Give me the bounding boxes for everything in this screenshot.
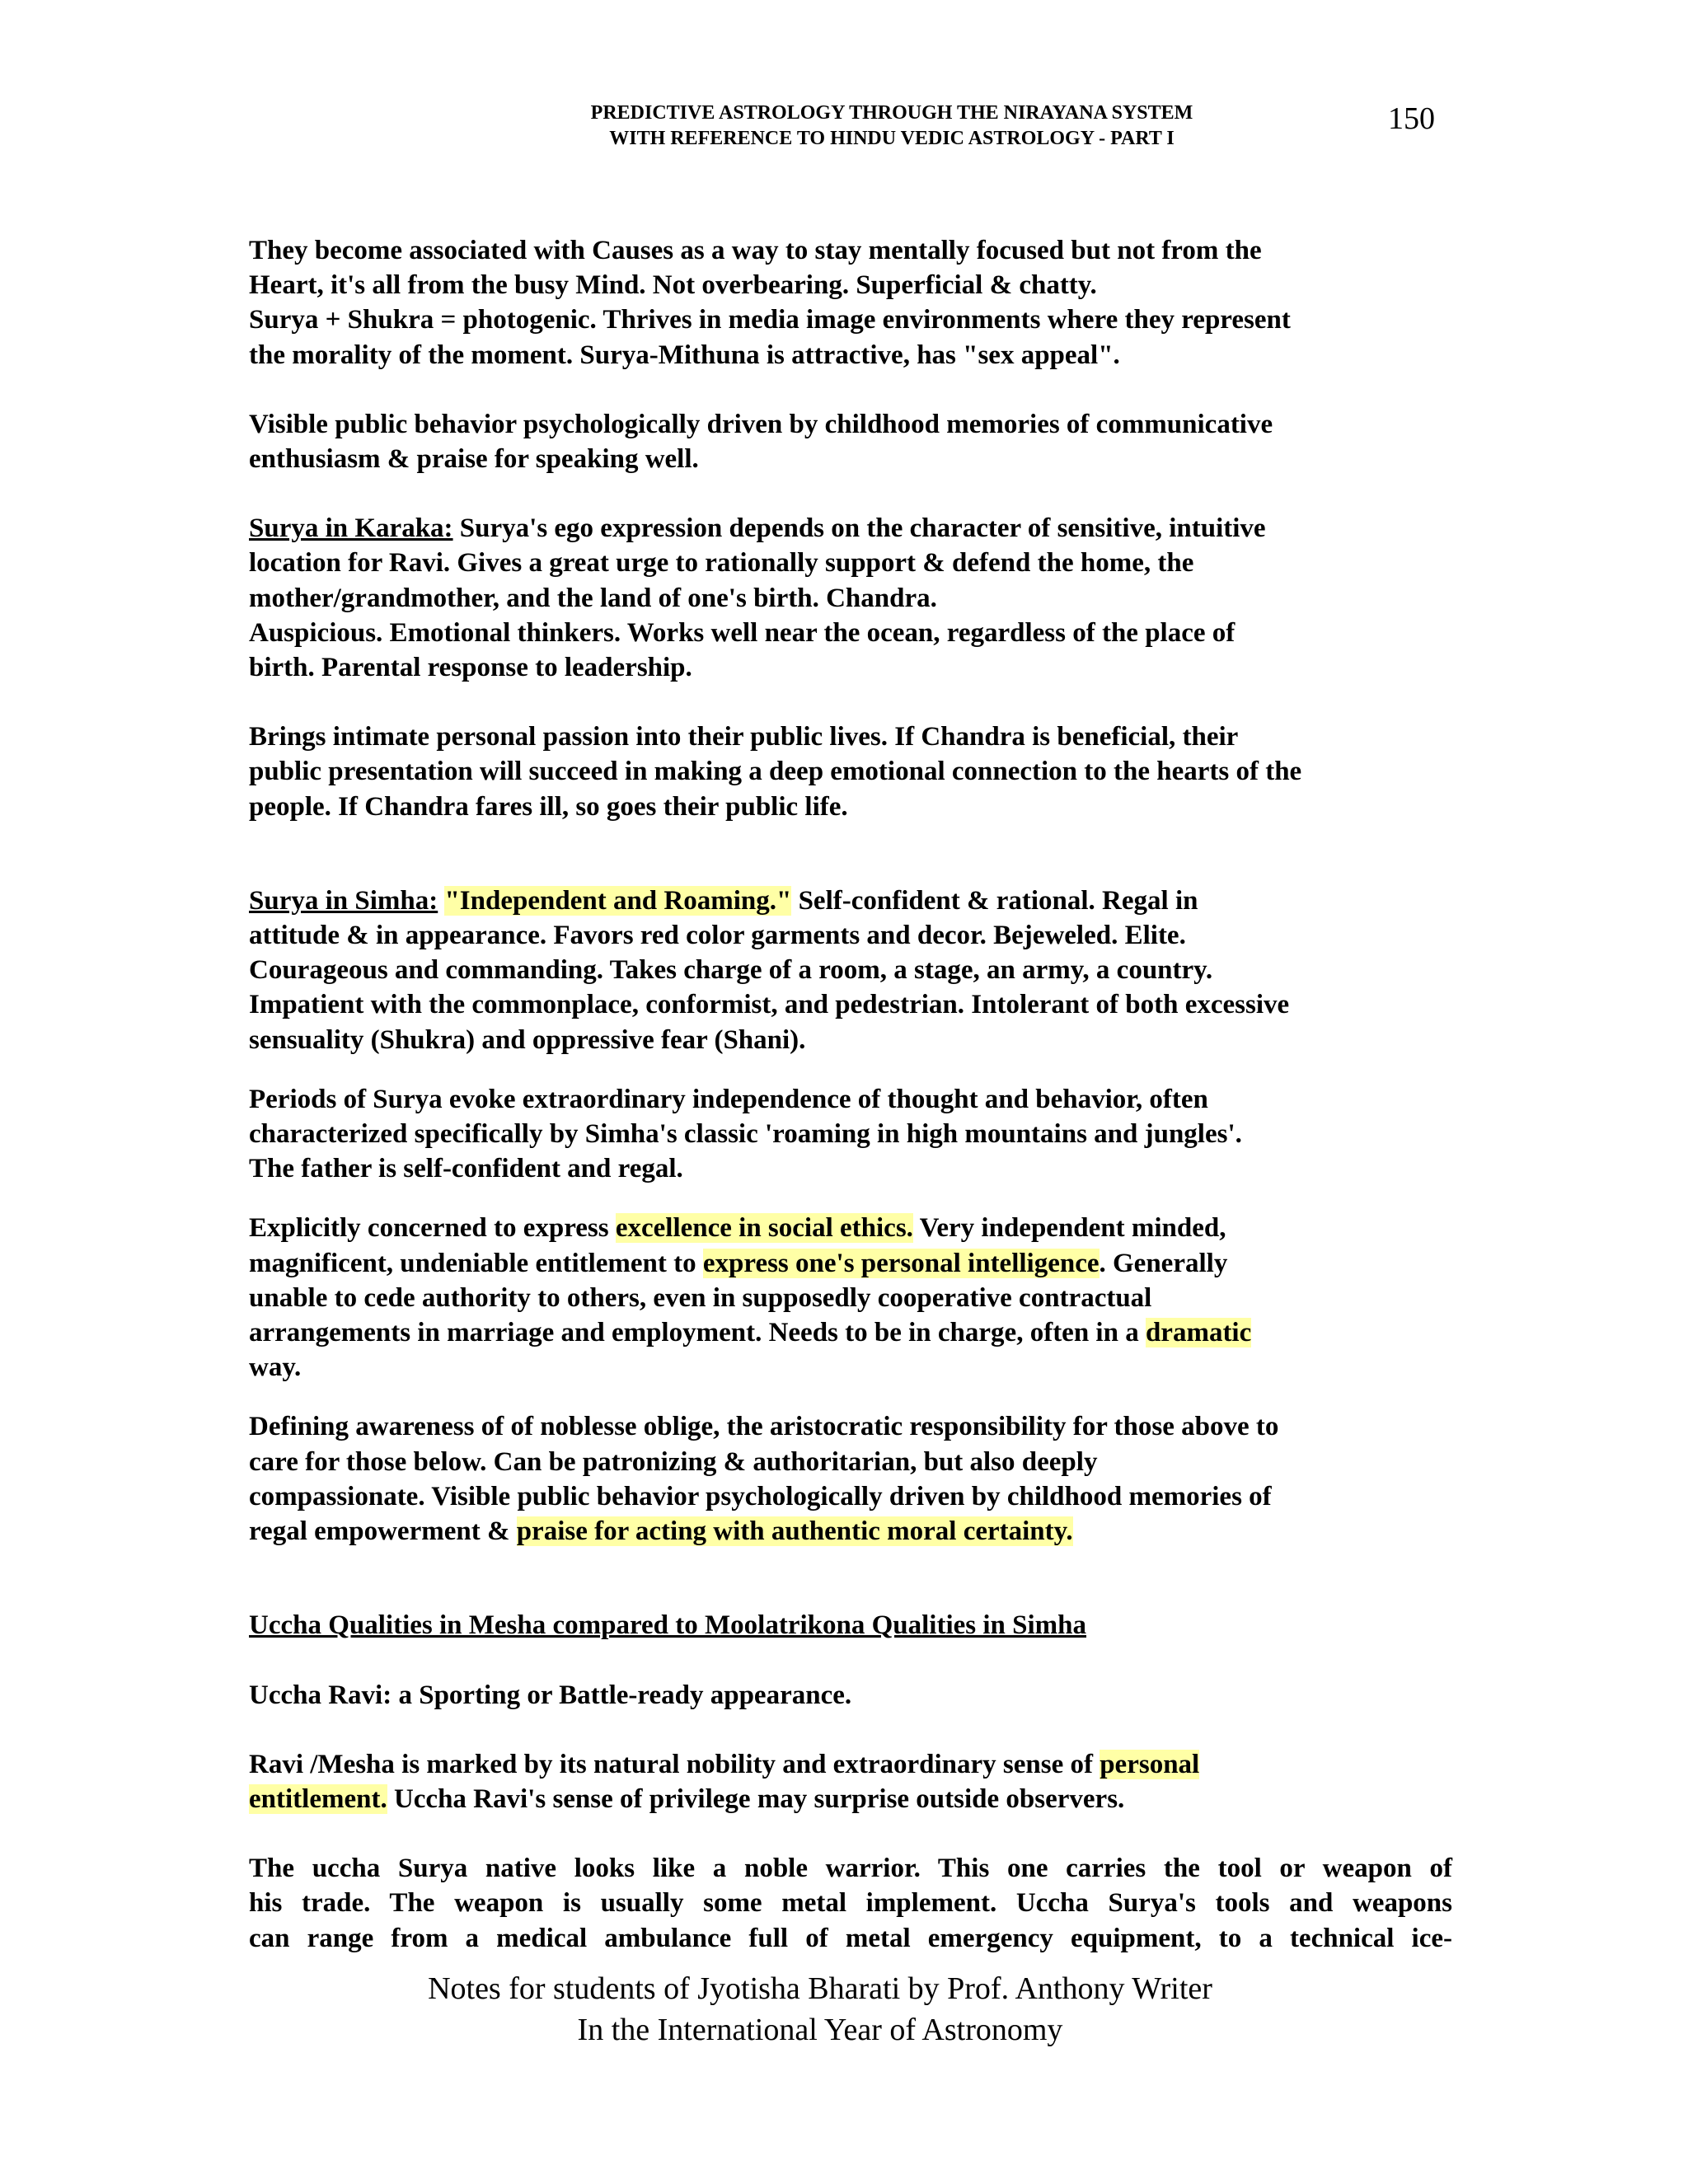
text-line: care for those below. Can be patronizing & authoritarian, but also deeply [249,1446,1098,1477]
highlight: dramatic [1145,1318,1252,1348]
highlight: "Independent and Roaming." [444,885,792,916]
paragraph-uccha-ravi: Uccha Ravi: a Sporting or Battle-ready appearance. [249,1680,852,1710]
text-line: Defining awareness of of noblesse oblige, the aristocratic responsibility for those above to [249,1412,1279,1442]
paragraph-ravi-mesha: Ravi /Mesha is marked by its natural nobility and extraordinary sense of personal entitlement. Uccha Ravi's sense of privilege may surprise outside observers. [249,1749,1200,1814]
text-line: people. If Chandra fares ill, so goes their public life. [249,791,848,822]
text-line: The father is self-confident and regal. [249,1154,683,1184]
text-line: The uccha Surya native looks like a noble warrior. This one carries the tool or weapon of [249,1854,1452,1884]
text-line: Periods of Surya evoke extraordinary independence of thought and behavior, often [249,1084,1208,1114]
text-line: his trade. The weapon is usually some metal implement. Uccha Surya's tools and weapons [249,1888,1452,1919]
text-line: birth. Parental response to leadership. [249,653,692,683]
paragraph-intimate-passion [249,719,1452,824]
highlight: praise for acting with authentic moral certainty. [516,1516,1073,1547]
paragraph-causes [249,233,1452,373]
page-number: 150 [1388,101,1435,136]
text-line: Heart, it's all from the busy Mind. Not overbearing. Superficial & chatty. [249,270,1097,301]
text-line: Visible public behavior psychologically driven by childhood memories of communicative [249,409,1273,439]
text-line: attitude & in appearance. Favors red color garments and decor. Bejeweled. Elite. [249,921,1186,951]
text-line: sensuality (Shukra) and oppressive fear (Shani). [249,1024,806,1055]
paragraph-noble-warrior [249,1851,1452,1956]
section-heading-uccha: Uccha Qualities in Mesha compared to Moolatrikona Qualities in Simha [249,1610,1086,1641]
text-line: way. [249,1352,302,1383]
text-line: Brings intimate personal passion into their public lives. If Chandra is beneficial, their [249,722,1239,752]
footer-line-1: Notes for students of Jyotisha Bharati by Prof. Anthony Writer [428,1971,1212,2006]
section-heading-karaka: Surya in Karaka: [249,513,453,544]
text-line: characterized specifically by Simha's classic 'roaming in high mountains and jungles'. [249,1119,1242,1150]
paragraph-visible-behavior [249,407,1452,476]
highlight: personal [1100,1749,1200,1779]
body-text [249,233,1452,1956]
text-line: They become associated with Causes as a way to stay mentally focused but not from the [249,236,1262,265]
text-line: location for Ravi. Gives a great urge to rationally support & defend the home, the [249,548,1194,579]
highlight: excellence in social ethics. [615,1213,913,1244]
text-line: public presentation will succeed in making a deep emotional connection to the hearts of the [249,757,1302,787]
paragraph-social-ethics: Explicitly concerned to express excellence in social ethics. Very independent minded, magnificent, undeniable entitlement to express one's personal intelligence. Generally unable to cede authority to others, even in supposedly cooperative contractual arrangements in marriage and employment. Needs to be in charge, often in a dramatic way. [249,1211,1452,1385]
text-line: the morality of the moment. Surya-Mithuna is attractive, has "sex appeal". [249,340,1120,370]
running-header [414,101,1370,152]
section-heading-simha: Surya in Simha: [249,885,438,916]
text-line: compassionate. Visible public behavior psychologically driven by childhood memories of [249,1481,1272,1511]
text-line: mother/grandmother, and the land of one's birth. Chandra. [249,583,937,613]
text-line: Courageous and commanding. Takes charge of a room, a stage, an army, a country. [249,955,1213,986]
paragraph-surya-karaka: Surya in Karaka: Surya's ego expression depends on the character of sensitive, intuitive location for Ravi. Gives a great urge to rationally support & defend the home, the mother/grandmother, and the land of one's birth. Chandra. Auspicious. Emotional thinkers. Works well near the ocean, regardless of the place of birth. Parental response to leadership. [249,511,1452,685]
footer-line-2: In the International Year of Astronomy [577,2013,1063,2047]
header-line-1: PREDICTIVE ASTROLOGY THROUGH THE NIRAYANA SYSTEM [590,102,1193,124]
text-line: Impatient with the commonplace, conformist, and pedestrian. Intolerant of both excessive [249,990,1290,1020]
paragraph-periods-of-surya [249,1082,1452,1187]
text-line: Surya + Shukra = photogenic. Thrives in media image environments where they represent [249,305,1291,335]
text-line: can range from a medical ambulance full of metal emergency equipment, to a technical ice- [249,1923,1452,1953]
paragraph-surya-simha: Surya in Simha: "Independent and Roaming." Self-confident & rational. Regal in attitude & in appearance. Favors red color garments and decor. Bejeweled. Elite. Courageous and commanding. Takes charge of a room, a stage, an army, a country. Impatient with the commonplace, conformist, and pedestrian. Intolerant of both excessive sensuality (Shukra) and oppressive fear (Shani). [249,883,1452,1057]
paragraph-noblesse-oblige: Defining awareness of of noblesse oblige, the aristocratic responsibility for those above to care for those below. Can be patronizing & authoritarian, but also deeply compassionate. Visible public behavior psychologically driven by childhood memories of regal empowerment & praise for acting with authentic moral certainty. [249,1409,1452,1549]
highlight: entitlement. [249,1783,387,1814]
highlight: express one's personal intelligence [702,1248,1100,1278]
text-line: enthusiasm & praise for speaking well. [249,444,699,475]
page-footer [280,1968,1360,2050]
text-line: unable to cede authority to others, even in supposedly cooperative contractual [249,1282,1152,1313]
header-line-2: WITH REFERENCE TO HINDU VEDIC ASTROLOGY - PART I [609,128,1175,149]
text-line: Auspicious. Emotional thinkers. Works well near the ocean, regardless of the place of [249,617,1236,648]
